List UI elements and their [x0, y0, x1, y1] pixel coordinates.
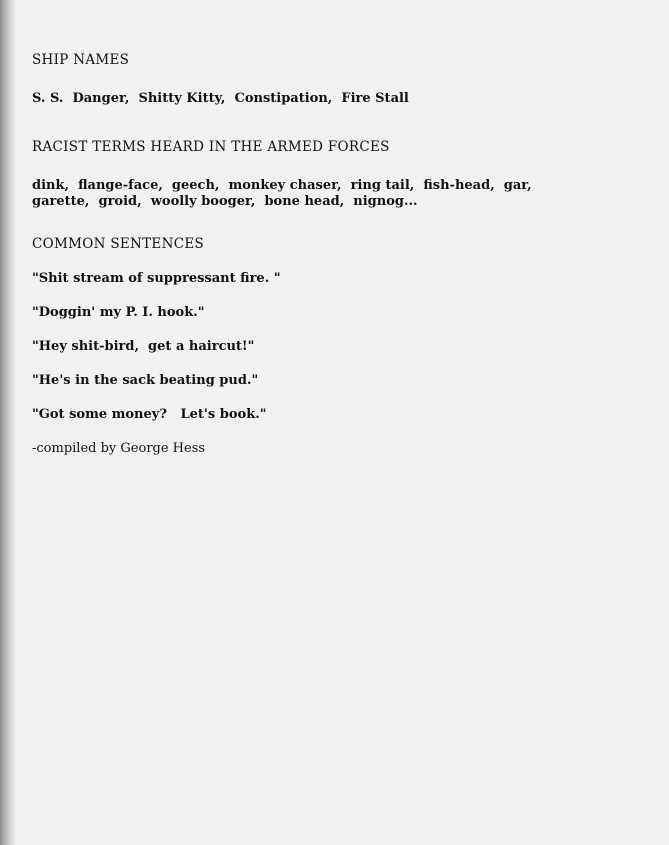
section-heading-common-sentences: COMMON SENTENCES: [32, 236, 205, 252]
ship-names-line: S. S. Danger, Shitty Kitty, Constipation, Fire Stall: [32, 91, 409, 106]
sentence-line: "Shit stream of suppressant fire. ": [32, 271, 281, 286]
section-heading-ship-names: SHIP NAMES: [32, 52, 130, 68]
sentence-line: "Hey shit-bird, get a haircut!": [32, 339, 255, 354]
sentence-line: "Got some money? Let's book.": [32, 407, 267, 422]
compiled-by-credit: -compiled by George Hess: [32, 441, 206, 456]
page-binding-shadow: [0, 0, 16, 845]
racist-terms-line-1: dink, flange-face, geech, monkey chaser, ring tail, fish-head, gar,: [32, 178, 532, 193]
racist-terms-line-2: garette, groid, woolly booger, bone head, nignog...: [32, 194, 418, 209]
sentence-line: "Doggin' my P. I. hook.": [32, 305, 205, 320]
section-heading-racist-terms: RACIST TERMS HEARD IN THE ARMED FORCES: [32, 139, 390, 155]
sentence-line: "He's in the sack beating pud.": [32, 373, 259, 388]
